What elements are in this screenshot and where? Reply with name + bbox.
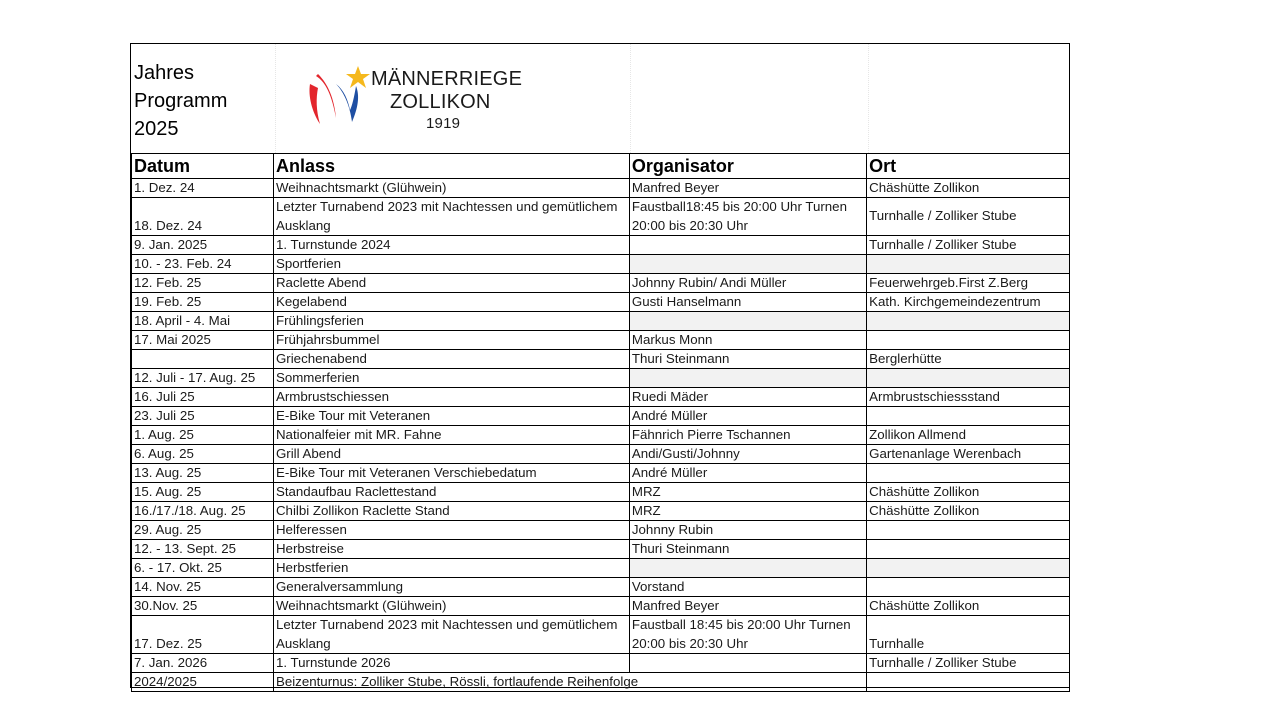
cell-ort: Turnhalle bbox=[867, 616, 1070, 654]
cell-datum: 10. - 23. Feb. 24 bbox=[132, 255, 274, 274]
cell-anlass: Griechenabend bbox=[273, 350, 629, 369]
cell-organisator: Faustball18:45 bis 20:00 Uhr Turnen 20:00 bis 20:30 Uhr bbox=[629, 198, 866, 236]
cell-anlass: Helferessen bbox=[273, 521, 629, 540]
cell-datum: 12. Feb. 25 bbox=[132, 274, 274, 293]
cell-anlass: E-Bike Tour mit Veteranen Verschiebedatum bbox=[273, 464, 629, 483]
table-row bbox=[132, 445, 1070, 464]
cell-ort bbox=[867, 578, 1070, 597]
cell-ort bbox=[867, 540, 1070, 559]
cell-organisator: Andi/Gusti/Johnny bbox=[629, 445, 866, 464]
cell-organisator: Manfred Beyer bbox=[629, 597, 866, 616]
cell-ort bbox=[867, 407, 1070, 426]
cell-anlass: Chilbi Zollikon Raclette Stand bbox=[273, 502, 629, 521]
cell-anlass: Beizenturnus: Zolliker Stube, Rössli, fortlaufende Reihenfolge bbox=[273, 673, 866, 692]
sheet-header bbox=[131, 44, 1069, 153]
cell-ort: Gartenanlage Werenbach bbox=[867, 445, 1070, 464]
cell-datum: 6. - 17. Okt. 25 bbox=[132, 559, 274, 578]
cell-anlass: Weihnachtsmarkt (Glühwein) bbox=[273, 597, 629, 616]
table-row bbox=[132, 293, 1070, 312]
cell-organisator bbox=[629, 236, 866, 255]
table-row bbox=[132, 502, 1070, 521]
table-row bbox=[132, 407, 1070, 426]
table-row bbox=[132, 673, 1070, 692]
cell-ort: Chäshütte Zollikon bbox=[867, 483, 1070, 502]
cell-anlass: Weihnachtsmarkt (Glühwein) bbox=[273, 179, 629, 198]
table-row bbox=[132, 559, 1070, 578]
cell-datum: 19. Feb. 25 bbox=[132, 293, 274, 312]
cell-ort bbox=[867, 331, 1070, 350]
cell-organisator bbox=[629, 654, 866, 673]
cell-anlass: Kegelabend bbox=[273, 293, 629, 312]
table-row bbox=[132, 388, 1070, 407]
cell-ort bbox=[867, 521, 1070, 540]
cell-ort: Turnhalle / Zolliker Stube bbox=[867, 198, 1070, 236]
cell-datum: 29. Aug. 25 bbox=[132, 521, 274, 540]
cell-anlass: Sportferien bbox=[273, 255, 629, 274]
table-row bbox=[132, 654, 1070, 673]
cell-datum: 1. Aug. 25 bbox=[132, 426, 274, 445]
club-logo bbox=[306, 62, 523, 137]
cell-organisator bbox=[629, 312, 866, 331]
logo-text-year: 1919 bbox=[426, 115, 461, 132]
column-header-organisator: Organisator bbox=[629, 154, 866, 179]
cell-ort bbox=[867, 312, 1070, 331]
cell-anlass: Letzter Turnabend 2023 mit Nachtessen und gemütlichem Ausklang bbox=[273, 198, 629, 236]
column-header-row bbox=[132, 154, 1070, 179]
header-gridline bbox=[868, 44, 869, 153]
cell-organisator: Vorstand bbox=[629, 578, 866, 597]
column-header-anlass: Anlass bbox=[273, 154, 629, 179]
table-row bbox=[132, 483, 1070, 502]
cell-datum: 1. Dez. 24 bbox=[132, 179, 274, 198]
cell-organisator: Markus Monn bbox=[629, 331, 866, 350]
header-gridline bbox=[630, 44, 631, 153]
table-row bbox=[132, 616, 1070, 654]
logo-mark-icon bbox=[306, 62, 376, 132]
cell-datum: 13. Aug. 25 bbox=[132, 464, 274, 483]
program-table bbox=[131, 153, 1070, 692]
cell-anlass: Armbrustschiessen bbox=[273, 388, 629, 407]
column-header-datum: Datum bbox=[132, 154, 274, 179]
cell-datum: 17. Mai 2025 bbox=[132, 331, 274, 350]
cell-organisator: Faustball 18:45 bis 20:00 Uhr Turnen 20:00 bis 20:30 Uhr bbox=[629, 616, 866, 654]
cell-datum: 12. - 13. Sept. 25 bbox=[132, 540, 274, 559]
cell-ort: Chäshütte Zollikon bbox=[867, 597, 1070, 616]
table-row bbox=[132, 578, 1070, 597]
title-line-1: Jahres bbox=[134, 62, 195, 84]
cell-datum: 14. Nov. 25 bbox=[132, 578, 274, 597]
cell-datum: 15. Aug. 25 bbox=[132, 483, 274, 502]
cell-ort bbox=[867, 559, 1070, 578]
cell-organisator: Fähnrich Pierre Tschannen bbox=[629, 426, 866, 445]
cell-organisator bbox=[629, 255, 866, 274]
cell-ort: Zollikon Allmend bbox=[867, 426, 1070, 445]
cell-anlass: Standaufbau Raclettestand bbox=[273, 483, 629, 502]
table-row bbox=[132, 464, 1070, 483]
table-row bbox=[132, 540, 1070, 559]
cell-ort: Turnhalle / Zolliker Stube bbox=[867, 654, 1070, 673]
cell-datum bbox=[132, 350, 274, 369]
title-line-2: Programm bbox=[134, 90, 228, 112]
cell-datum: 23. Juli 25 bbox=[132, 407, 274, 426]
cell-organisator: Gusti Hanselmann bbox=[629, 293, 866, 312]
cell-anlass: Frühjahrsbummel bbox=[273, 331, 629, 350]
cell-anlass: 1. Turnstunde 2026 bbox=[273, 654, 629, 673]
column-header-ort: Ort bbox=[867, 154, 1070, 179]
cell-datum: 16./17./18. Aug. 25 bbox=[132, 502, 274, 521]
cell-ort: Armbrustschiessstand bbox=[867, 388, 1070, 407]
cell-anlass: Frühlingsferien bbox=[273, 312, 629, 331]
cell-anlass: Sommerferien bbox=[273, 369, 629, 388]
cell-datum: 7. Jan. 2026 bbox=[132, 654, 274, 673]
cell-anlass: 1. Turnstunde 2024 bbox=[273, 236, 629, 255]
cell-organisator: André Müller bbox=[629, 464, 866, 483]
table-row bbox=[132, 179, 1070, 198]
table-row bbox=[132, 597, 1070, 616]
table-row bbox=[132, 236, 1070, 255]
cell-anlass: Raclette Abend bbox=[273, 274, 629, 293]
cell-anlass: Herbstferien bbox=[273, 559, 629, 578]
cell-organisator: André Müller bbox=[629, 407, 866, 426]
cell-ort bbox=[867, 673, 1070, 692]
cell-ort: Berglerhütte bbox=[867, 350, 1070, 369]
cell-datum: 17. Dez. 25 bbox=[132, 616, 274, 654]
table-row bbox=[132, 331, 1070, 350]
cell-anlass: E-Bike Tour mit Veteranen bbox=[273, 407, 629, 426]
table-row bbox=[132, 350, 1070, 369]
table-row bbox=[132, 312, 1070, 331]
cell-ort: Feuerwehrgeb.First Z.Berg bbox=[867, 274, 1070, 293]
cell-organisator: MRZ bbox=[629, 483, 866, 502]
cell-organisator: Johnny Rubin/ Andi Müller bbox=[629, 274, 866, 293]
cell-anlass: Grill Abend bbox=[273, 445, 629, 464]
table-row bbox=[132, 198, 1070, 236]
cell-ort bbox=[867, 255, 1070, 274]
cell-datum: 6. Aug. 25 bbox=[132, 445, 274, 464]
cell-organisator: Thuri Steinmann bbox=[629, 540, 866, 559]
cell-organisator bbox=[629, 559, 866, 578]
cell-datum: 16. Juli 25 bbox=[132, 388, 274, 407]
cell-datum: 12. Juli - 17. Aug. 25 bbox=[132, 369, 274, 388]
cell-organisator bbox=[629, 369, 866, 388]
cell-organisator: Ruedi Mäder bbox=[629, 388, 866, 407]
cell-organisator: Manfred Beyer bbox=[629, 179, 866, 198]
cell-ort bbox=[867, 464, 1070, 483]
logo-text-maennerriege: MÄNNERRIEGE bbox=[371, 68, 523, 90]
cell-ort: Chäshütte Zollikon bbox=[867, 179, 1070, 198]
cell-datum: 18. Dez. 24 bbox=[132, 198, 274, 236]
title-cell bbox=[131, 44, 276, 153]
cell-organisator: Johnny Rubin bbox=[629, 521, 866, 540]
cell-organisator: MRZ bbox=[629, 502, 866, 521]
cell-ort: Chäshütte Zollikon bbox=[867, 502, 1070, 521]
cell-datum: 18. April - 4. Mai bbox=[132, 312, 274, 331]
logo-text-zollikon: ZOLLIKON bbox=[390, 91, 491, 113]
cell-organisator: Thuri Steinmann bbox=[629, 350, 866, 369]
logo-cell bbox=[276, 44, 630, 153]
cell-anlass: Herbstreise bbox=[273, 540, 629, 559]
title-line-3: 2025 bbox=[134, 118, 179, 140]
cell-ort: Kath. Kirchgemeindezentrum bbox=[867, 293, 1070, 312]
cell-ort bbox=[867, 369, 1070, 388]
table-row bbox=[132, 255, 1070, 274]
table-row bbox=[132, 369, 1070, 388]
cell-ort: Turnhalle / Zolliker Stube bbox=[867, 236, 1070, 255]
table-row bbox=[132, 426, 1070, 445]
program-sheet bbox=[130, 43, 1070, 688]
table-row bbox=[132, 521, 1070, 540]
document-title bbox=[134, 59, 227, 143]
cell-anlass: Letzter Turnabend 2023 mit Nachtessen und gemütlichem Ausklang bbox=[273, 616, 629, 654]
table-row bbox=[132, 274, 1070, 293]
cell-datum: 9. Jan. 2025 bbox=[132, 236, 274, 255]
cell-anlass: Generalversammlung bbox=[273, 578, 629, 597]
cell-anlass: Nationalfeier mit MR. Fahne bbox=[273, 426, 629, 445]
cell-datum: 2024/2025 bbox=[132, 673, 274, 692]
cell-datum: 30.Nov. 25 bbox=[132, 597, 274, 616]
